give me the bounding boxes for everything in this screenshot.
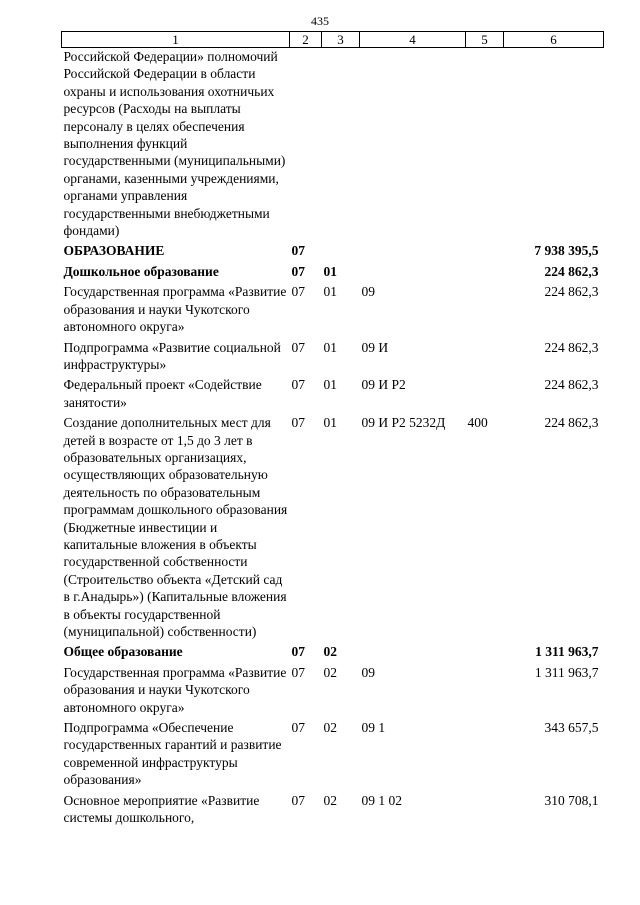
row-amount: 224 862,3: [544, 339, 599, 355]
row-name: Основное мероприятие «Развитие системы дошкольного,: [63, 792, 260, 826]
row-section: 07: [291, 243, 305, 259]
row-amount: 7 938 395,5: [534, 243, 599, 259]
table-row: [62, 719, 604, 792]
row-target-article: [360, 242, 466, 262]
row-target-article: [360, 263, 466, 283]
column-header-name: 1: [62, 32, 290, 48]
row-amount: 310 708,1: [544, 792, 599, 808]
table-row: [62, 242, 604, 262]
row-expense-type: [466, 242, 504, 262]
row-target-article: 09 И: [361, 339, 389, 355]
row-subsection: 01: [323, 415, 337, 431]
column-header-section: 2: [290, 32, 322, 48]
row-target-article: 09 И Р2: [361, 377, 406, 393]
row-target-article: 09: [361, 664, 375, 680]
row-name: ОБРАЗОВАНИЕ: [63, 243, 165, 259]
row-expense-type: [466, 792, 504, 830]
row-target-article: 09 1 02: [361, 792, 402, 808]
row-expense-type: [466, 664, 504, 719]
table-row: [62, 376, 604, 414]
row-name: Подпрограмма «Развитие социальной инфраструктуры»: [63, 339, 281, 372]
row-amount: 343 657,5: [544, 720, 599, 736]
table-row: [62, 792, 604, 830]
row-amount: 224 862,3: [544, 377, 599, 393]
row-amount: 224 862,3: [544, 284, 599, 300]
table-row: [62, 643, 604, 663]
row-expense-type: [466, 283, 504, 338]
row-expense-type: 400: [467, 415, 488, 431]
row-name: Российской Федерации» полномочий Российской Федерации в области охраны и использования охотничьих ресурсов (Расходы на выплаты персоналу в целях обеспечения выполнения функций государственными (муниципальными) органами, казенными учреждениями, органами управления государственными внебюджетными фондами): [63, 49, 286, 239]
row-section: 07: [291, 664, 305, 680]
row-section: 07: [291, 720, 305, 736]
row-expense-type: [466, 376, 504, 414]
row-subsection: 01: [323, 263, 337, 279]
column-header-expense-type: 5: [466, 32, 504, 48]
table-row: [62, 48, 604, 243]
row-amount: [504, 48, 604, 243]
table-row: [62, 664, 604, 719]
row-subsection: 01: [323, 339, 337, 355]
row-expense-type: [466, 719, 504, 792]
row-subsection: 02: [323, 720, 337, 736]
page-number: 435: [311, 14, 329, 28]
table-row: [62, 283, 604, 338]
table-body: [62, 48, 604, 830]
row-expense-type: [466, 48, 504, 243]
row-target-article: [360, 643, 466, 663]
row-expense-type: [466, 339, 504, 377]
row-name: Подпрограмма «Обеспечение государственных гарантий и развитие современной инфраструктуры образования»: [63, 720, 282, 788]
table-row: [62, 263, 604, 283]
row-subsection: 01: [323, 377, 337, 393]
row-subsection: [322, 242, 360, 262]
row-name: Создание дополнительных мест для детей в возрасте от 1,5 до 3 лет в образовательных организациях, осуществляющих образовательную деятельность по образовательным программам дошкольного образования (Бюджетные инвестиции и капитальные вложения в объекты государственной собственности (Строительство объекта «Детский сад в г.Анадырь») (Капитальные вложения в объекты государственной (муниципальной) собственности): [63, 415, 288, 639]
row-subsection: [322, 48, 360, 243]
row-amount: 224 862,3: [544, 415, 599, 431]
row-section: 07: [291, 377, 305, 393]
row-name: Государственная программа «Развитие образования и науки Чукотского автономного округа»: [63, 664, 287, 715]
row-section: 07: [291, 415, 305, 431]
row-name: Федеральный проект «Содействие занятости»: [63, 377, 262, 410]
header-row: [62, 32, 604, 48]
row-section: 07: [291, 263, 305, 279]
row-target-article: 09 1: [361, 720, 386, 736]
row-expense-type: [466, 643, 504, 663]
row-target-article: 09 И Р2 5232Д: [361, 415, 446, 431]
row-target-article: [360, 48, 466, 243]
row-name: Дошкольное образование: [63, 263, 219, 279]
row-subsection: 01: [323, 284, 337, 300]
table-row: [62, 414, 604, 643]
budget-table: [61, 31, 604, 829]
row-amount: 224 862,3: [544, 263, 599, 279]
row-section: 07: [291, 284, 305, 300]
row-subsection: 02: [323, 664, 337, 680]
table-row: [62, 339, 604, 377]
row-section: 07: [291, 792, 305, 808]
row-name: Государственная программа «Развитие образования и науки Чукотского автономного округа»: [63, 284, 287, 335]
column-header-target-article: 4: [360, 32, 466, 48]
row-section: 07: [291, 339, 305, 355]
table-header: [62, 32, 604, 48]
row-subsection: 02: [323, 792, 337, 808]
row-expense-type: [466, 263, 504, 283]
row-amount: 1 311 963,7: [535, 644, 599, 660]
row-section: [290, 48, 322, 243]
column-header-amount: 6: [504, 32, 604, 48]
row-target-article: 09: [361, 284, 375, 300]
row-section: 07: [291, 644, 305, 660]
column-header-subsection: 3: [322, 32, 360, 48]
row-subsection: 02: [323, 644, 337, 660]
row-amount: 1 311 963,7: [534, 664, 599, 680]
row-name: Общее образование: [63, 644, 183, 660]
